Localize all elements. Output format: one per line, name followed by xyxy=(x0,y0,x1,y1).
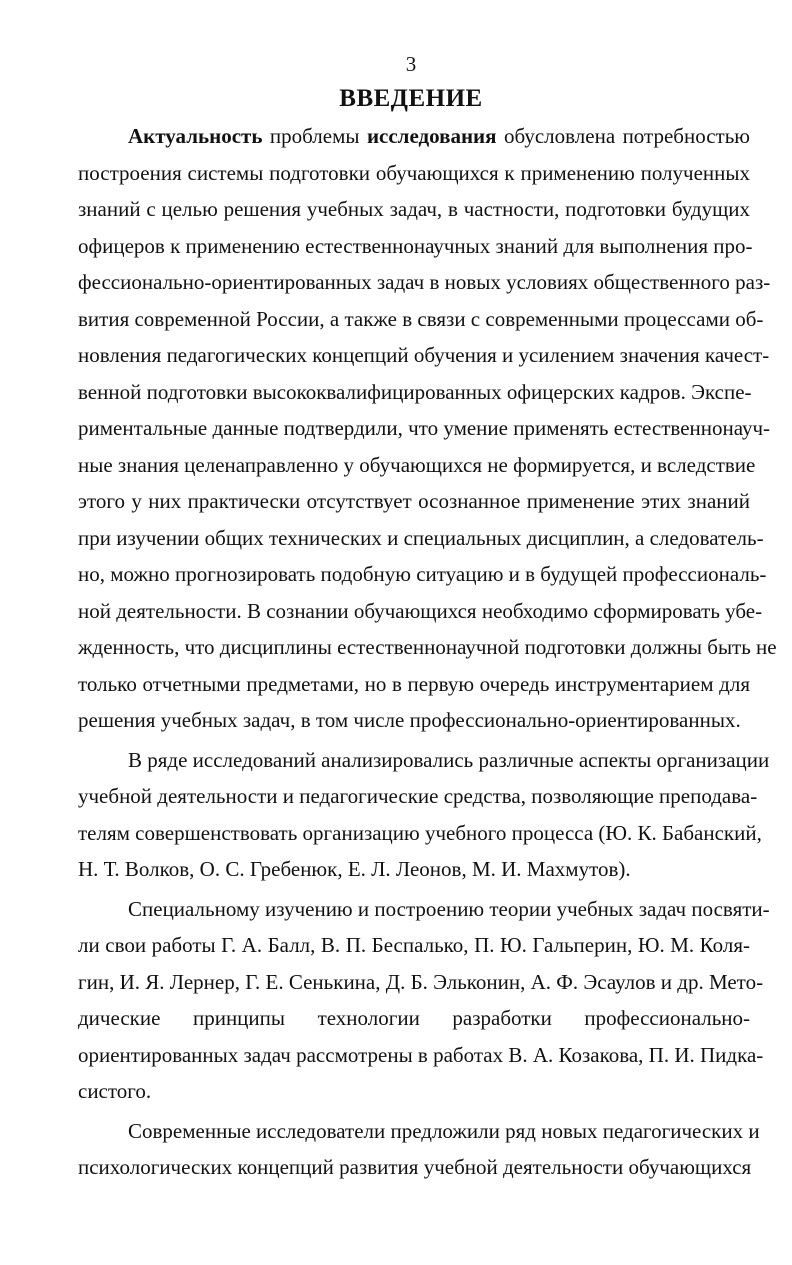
text-line: офицеров к применению естественнонаучных знаний для выполнения про- xyxy=(78,233,753,258)
paragraph-task-theory xyxy=(78,891,770,1110)
text-line: систого. xyxy=(78,1079,152,1103)
text-line: решения учебных задач, в том числе профессионально-ориентированных. xyxy=(78,708,741,732)
text-line: при изучении общих технических и специальных дисциплин, а следователь- xyxy=(78,525,764,550)
page-title: ВВЕДЕНИЕ xyxy=(339,85,483,112)
body-text xyxy=(78,118,777,1186)
paragraph-relevance xyxy=(78,118,777,739)
text-line: Современные исследователи предложили ряд новых педагогических и xyxy=(128,1118,760,1143)
text-line: учебной деятельности и педагогические средства, позволяющие преподава- xyxy=(78,784,758,808)
text-line: ной деятельности. В сознании обучающихся необходимо сформировать убе- xyxy=(78,598,763,623)
text-line: знаний с целью решения учебных задач, в частности, подготовки будущих xyxy=(78,197,750,221)
paragraph-modern-research xyxy=(78,1113,760,1186)
text-line: жденность, что дисциплины естественнонаучной подготовки должны быть не xyxy=(78,635,777,659)
text-line: Актуальность проблемы исследования обусловлена потребностью xyxy=(128,124,750,148)
page-number: 3 xyxy=(405,52,417,76)
text-line: риментальные данные подтвердили, что умение применять естественнонауч- xyxy=(78,416,771,440)
text-line: только отчетными предметами, но в первую очередь инструментарием для xyxy=(78,671,750,696)
text-line: построения системы подготовки обучающихся к применению полученных xyxy=(78,160,750,185)
text-line: гин, И. Я. Лернер, Г. Е. Сенькина, Д. Б. Эльконин, А. Ф. Эсаулов и др. Мето- xyxy=(78,969,764,994)
text-line: Н. Т. Волков, О. С. Гребенюк, Е. Л. Леонов, М. И. Махмутов). xyxy=(78,857,631,881)
text-line: но, можно прогнозировать подобную ситуацию и в будущей профессиональ- xyxy=(78,562,767,586)
paragraph-prior-research xyxy=(78,742,770,888)
text-line: этого у них практически отсутствует осознанное применение этих знаний xyxy=(78,489,750,513)
text-line: дические принципы технологии разработки профессионально- xyxy=(78,1006,750,1030)
text-line: новления педагогических концепций обучения и усилением значения качест- xyxy=(78,343,770,367)
text-line: В ряде исследований анализировались различные аспекты организации xyxy=(128,747,770,772)
text-line: телям совершенствовать организацию учебного процесса (Ю. К. Бабанский, xyxy=(78,820,762,845)
text-line: фессионально-ориентированных задач в новых условиях общественного раз- xyxy=(78,270,771,294)
text-line: психологических концепций развития учебной деятельности обучающихся xyxy=(78,1155,752,1179)
text-line: Специальному изучению и построению теории учебных задач посвяти- xyxy=(128,896,770,921)
text-line: ориентированных задач рассмотрены в работах В. А. Козакова, П. И. Пидка- xyxy=(78,1042,764,1067)
text-line: венной подготовки высококвалифицированных офицерских кадров. Экспе- xyxy=(78,379,752,404)
text-line: вития современной России, а также в связи с современными процессами об- xyxy=(78,306,764,331)
text-line: ные знания целенаправленно у обучающихся не формируется, и вследствие xyxy=(78,452,756,477)
text-line: ли свои работы Г. А. Балл, В. П. Беспалько, П. Ю. Гальперин, Ю. М. Коля- xyxy=(78,933,750,957)
